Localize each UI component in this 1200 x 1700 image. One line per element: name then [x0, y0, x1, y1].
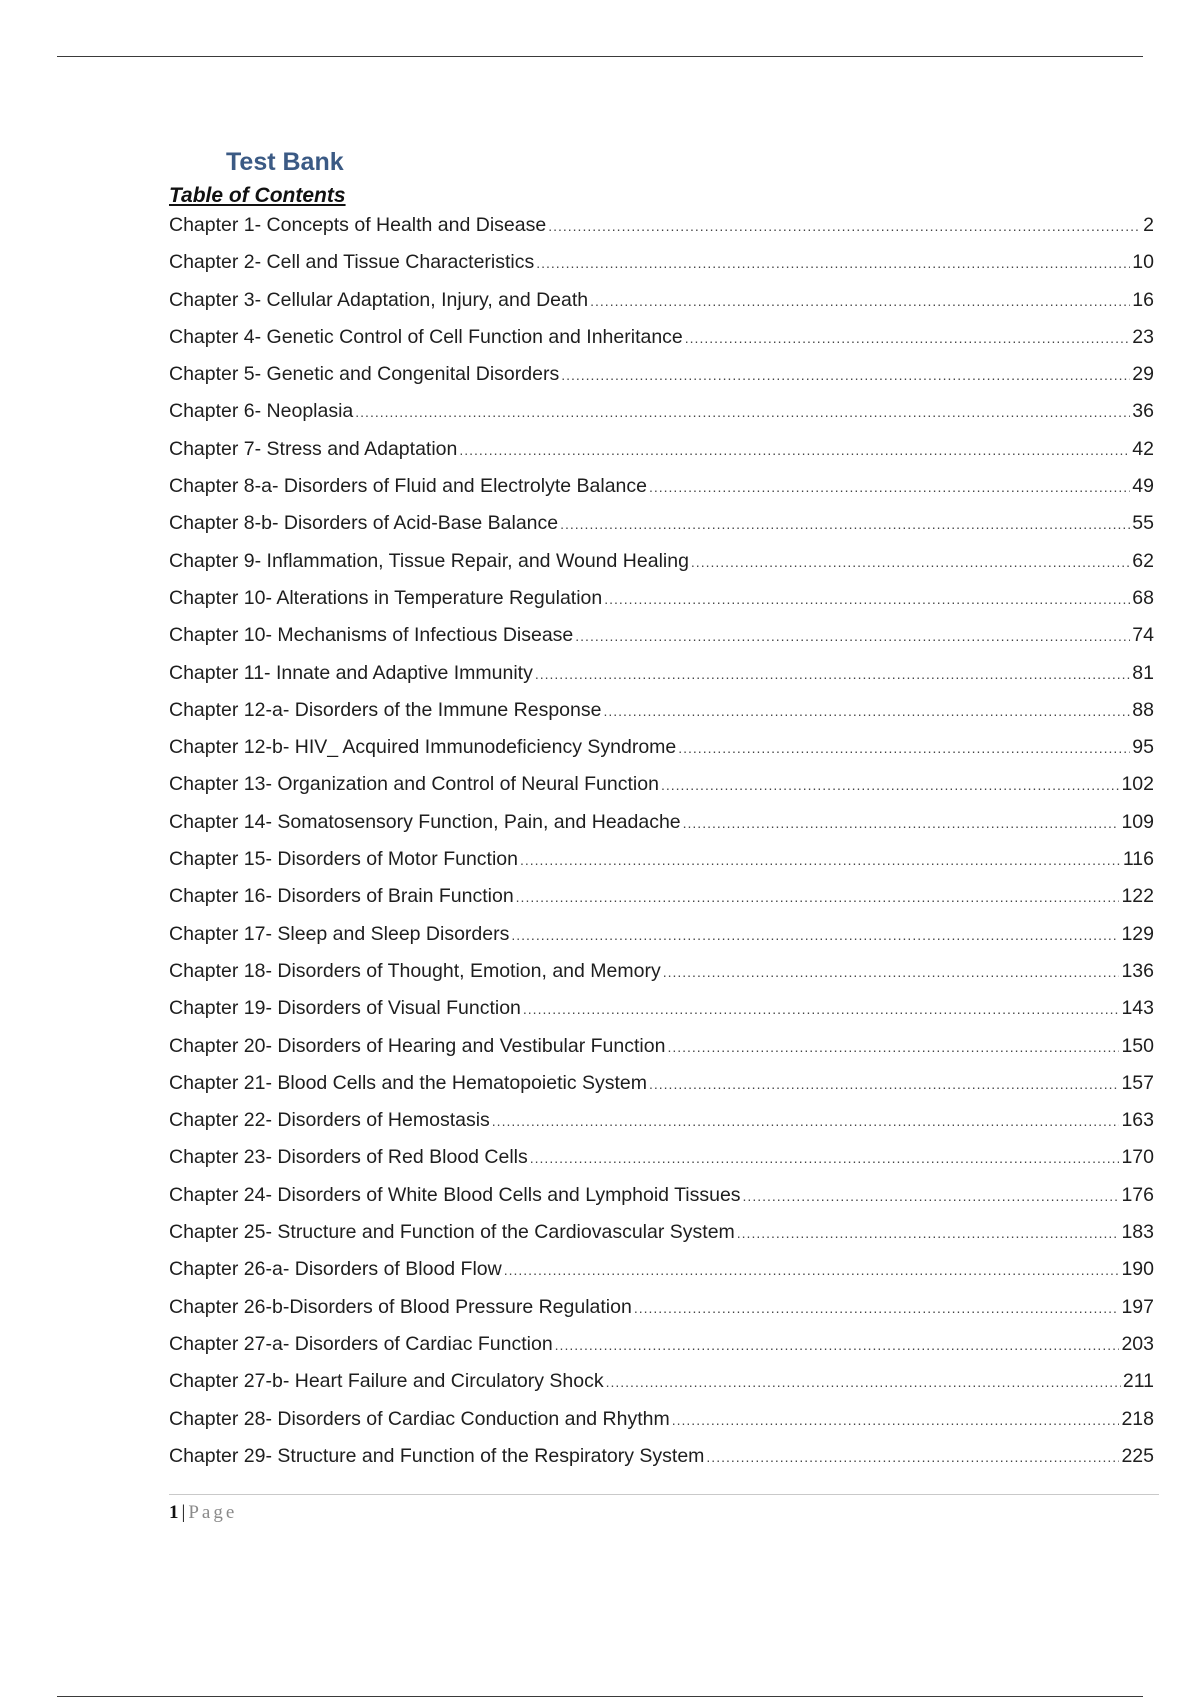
toc-entry[interactable] — [169, 468, 1154, 505]
dot-leader — [685, 320, 1131, 357]
dot-leader — [672, 1402, 1120, 1439]
toc-entry-page: 49 — [1132, 475, 1154, 498]
toc-entry-page: 29 — [1132, 363, 1154, 386]
dot-leader — [663, 954, 1120, 991]
toc-entry[interactable] — [169, 207, 1154, 244]
footer-rule — [169, 1494, 1159, 1495]
toc-entry-label: Chapter 7- Stress and Adaptation — [169, 437, 458, 460]
toc-entry-page: 150 — [1121, 1034, 1154, 1057]
dot-leader — [634, 1290, 1120, 1327]
document-title: Test Bank — [226, 148, 344, 176]
page-number: 1 — [169, 1502, 179, 1523]
toc-entry[interactable] — [169, 692, 1154, 729]
toc-entry-page: 176 — [1121, 1183, 1154, 1206]
toc-entry-page: 122 — [1121, 885, 1154, 908]
toc-entry-page: 129 — [1121, 922, 1154, 945]
toc-entry-label: Chapter 24- Disorders of White Blood Cells and Lymphoid Tissues — [169, 1183, 741, 1206]
toc-entry-page: 23 — [1132, 325, 1154, 348]
dot-leader — [667, 1029, 1119, 1066]
toc-entry-page: 157 — [1121, 1071, 1154, 1094]
toc-entry-label: Chapter 8-b- Disorders of Acid-Base Balance — [169, 512, 559, 535]
dot-leader — [661, 767, 1120, 804]
dot-leader — [492, 1103, 1120, 1140]
dot-leader — [520, 842, 1121, 879]
dot-leader — [548, 208, 1141, 245]
dot-leader — [649, 1066, 1119, 1103]
toc-entry-label: Chapter 4- Genetic Control of Cell Function and Inheritance — [169, 325, 683, 348]
toc-entry-label: Chapter 25- Structure and Function of the Cardiovascular System — [169, 1221, 735, 1244]
toc-heading: Table of Contents — [169, 184, 346, 207]
toc-entry[interactable] — [169, 431, 1154, 468]
toc-entry[interactable] — [169, 1363, 1154, 1400]
toc-entry[interactable] — [169, 916, 1154, 953]
page-footer — [169, 1500, 237, 1526]
toc-entry-label: Chapter 10- Alterations in Temperature Regulation — [169, 586, 603, 609]
toc-entry-page: 55 — [1132, 512, 1154, 535]
toc-entry-label: Chapter 11- Innate and Adaptive Immunity — [169, 661, 533, 684]
toc-entry-label: Chapter 10- Mechanisms of Infectious Disease — [169, 624, 574, 647]
toc-entry-page: 190 — [1121, 1258, 1154, 1281]
toc-entry-label: Chapter 12-b- HIV_ Acquired Immunodeficiency Syndrome — [169, 736, 677, 759]
toc-entry-page: 203 — [1121, 1332, 1154, 1355]
toc-entry-page: 68 — [1132, 586, 1154, 609]
dot-leader — [555, 1327, 1120, 1364]
dot-leader — [536, 245, 1130, 282]
toc-entry[interactable] — [169, 804, 1154, 841]
toc-entry-label: Chapter 3- Cellular Adaptation, Injury, and Death — [169, 288, 589, 311]
toc-entry-page: 2 — [1143, 214, 1154, 236]
dot-leader — [511, 917, 1119, 954]
dot-leader — [575, 618, 1130, 655]
dot-leader — [683, 805, 1120, 842]
toc-entry-label: Chapter 15- Disorders of Motor Function — [169, 848, 518, 871]
toc-entry-page: 88 — [1132, 698, 1154, 721]
toc-entry[interactable] — [169, 356, 1154, 393]
toc-entry-page: 218 — [1121, 1407, 1154, 1430]
toc-entry-label: Chapter 1- Concepts of Health and Disease — [169, 214, 547, 236]
bottom-rule — [57, 1696, 1143, 1697]
toc-entry-label: Chapter 27-a- Disorders of Cardiac Function — [169, 1332, 553, 1355]
dot-leader — [678, 730, 1130, 767]
toc-entry[interactable] — [169, 878, 1154, 915]
toc-entry[interactable] — [169, 505, 1154, 542]
toc-entry[interactable] — [169, 617, 1154, 654]
toc-entry-label: Chapter 20- Disorders of Hearing and Vestibular Function — [169, 1034, 666, 1057]
toc-entry-page: 183 — [1121, 1221, 1154, 1244]
toc-entry[interactable] — [169, 1401, 1154, 1438]
toc-entry[interactable] — [169, 580, 1154, 617]
toc-entry-page: 211 — [1122, 1370, 1154, 1393]
dot-leader — [523, 991, 1120, 1028]
toc-entry-label: Chapter 14- Somatosensory Function, Pain, and Headache — [169, 810, 681, 833]
toc-entry-label: Chapter 27-b- Heart Failure and Circulatory Shock — [169, 1370, 604, 1393]
footer-separator: | — [181, 1502, 186, 1523]
toc-entry-page: 225 — [1121, 1444, 1154, 1467]
toc-entry[interactable] — [169, 655, 1154, 692]
toc-entry-page: 136 — [1121, 959, 1154, 982]
toc-entry[interactable] — [169, 1028, 1154, 1065]
dot-leader — [649, 469, 1130, 506]
dot-leader — [737, 1215, 1120, 1252]
toc-entry-page: 36 — [1132, 400, 1154, 423]
toc-entry-page: 10 — [1132, 251, 1154, 274]
dot-leader — [355, 394, 1130, 431]
toc-entry-label: Chapter 26-b-Disorders of Blood Pressure Regulation — [169, 1295, 632, 1318]
toc-entry-page: 102 — [1121, 773, 1154, 796]
toc-entry-label: Chapter 2- Cell and Tissue Characteristics — [169, 251, 535, 274]
dot-leader — [504, 1252, 1120, 1289]
toc-entry[interactable] — [169, 1139, 1154, 1176]
toc-entry-label: Chapter 9- Inflammation, Tissue Repair, and Wound Healing — [169, 549, 689, 572]
toc-entry-page: 163 — [1121, 1109, 1154, 1132]
toc-entry[interactable] — [169, 1289, 1154, 1326]
toc-entry-page: 109 — [1121, 810, 1154, 833]
toc-entry[interactable] — [169, 729, 1154, 766]
dot-leader — [530, 1140, 1120, 1177]
toc-entry[interactable] — [169, 1177, 1154, 1214]
dot-leader — [459, 432, 1130, 469]
dot-leader — [561, 357, 1130, 394]
toc-entry[interactable] — [169, 990, 1154, 1027]
toc-entry[interactable] — [169, 319, 1154, 356]
toc-entry-page: 197 — [1121, 1295, 1154, 1318]
toc-entry-page: 42 — [1132, 437, 1154, 460]
toc-entry[interactable] — [169, 1214, 1154, 1251]
dot-leader — [560, 506, 1130, 543]
toc-entry-label: Chapter 19- Disorders of Visual Function — [169, 997, 521, 1020]
dot-leader — [743, 1178, 1120, 1215]
toc-entry-page: 16 — [1132, 288, 1154, 311]
toc-entry-label: Chapter 21- Blood Cells and the Hematopoietic System — [169, 1071, 647, 1094]
dot-leader — [516, 879, 1120, 916]
toc-entry-label: Chapter 28- Disorders of Cardiac Conduction and Rhythm — [169, 1407, 670, 1430]
header-rule — [57, 56, 1143, 57]
toc-entry-page: 81 — [1132, 661, 1154, 684]
toc-entry-label: Chapter 29- Structure and Function of the Respiratory System — [169, 1444, 705, 1467]
toc-entry-label: Chapter 5- Genetic and Congenital Disorders — [169, 363, 560, 386]
toc-entry-label: Chapter 13- Organization and Control of Neural Function — [169, 773, 659, 796]
toc-entry[interactable] — [169, 282, 1154, 319]
toc-entry[interactable] — [169, 1065, 1154, 1102]
toc-entry-page: 62 — [1132, 549, 1154, 572]
toc-entry-label: Chapter 8-a- Disorders of Fluid and Electrolyte Balance — [169, 475, 647, 498]
toc-entry-label: Chapter 6- Neoplasia — [169, 400, 354, 423]
toc-entry[interactable] — [169, 1438, 1154, 1475]
dot-leader — [691, 544, 1130, 581]
toc-entry-label: Chapter 12-a- Disorders of the Immune Response — [169, 698, 602, 721]
table-of-contents — [169, 207, 1154, 1475]
toc-entry-page: 170 — [1121, 1146, 1154, 1169]
toc-entry[interactable] — [169, 393, 1154, 430]
toc-entry[interactable] — [169, 543, 1154, 580]
toc-entry-label: Chapter 22- Disorders of Hemostasis — [169, 1109, 490, 1132]
dot-leader — [535, 656, 1130, 693]
toc-entry-page: 143 — [1121, 997, 1154, 1020]
dot-leader — [706, 1439, 1119, 1476]
toc-entry[interactable] — [169, 1326, 1154, 1363]
toc-entry-label: Chapter 26-a- Disorders of Blood Flow — [169, 1258, 502, 1281]
toc-entry-page: 95 — [1132, 736, 1154, 759]
dot-leader — [590, 283, 1130, 320]
toc-entry-label: Chapter 18- Disorders of Thought, Emotion, and Memory — [169, 959, 661, 982]
toc-entry[interactable] — [169, 953, 1154, 990]
toc-entry[interactable] — [169, 244, 1154, 281]
dot-leader — [606, 1364, 1121, 1401]
toc-entry[interactable] — [169, 766, 1154, 803]
toc-entry[interactable] — [169, 841, 1154, 878]
page-word: Page — [188, 1502, 238, 1523]
toc-entry[interactable] — [169, 1251, 1154, 1288]
toc-entry-label: Chapter 17- Sleep and Sleep Disorders — [169, 922, 510, 945]
toc-entry[interactable] — [169, 1102, 1154, 1139]
toc-entry-page: 116 — [1122, 848, 1154, 871]
toc-entry-label: Chapter 16- Disorders of Brain Function — [169, 885, 514, 908]
toc-entry-label: Chapter 23- Disorders of Red Blood Cells — [169, 1146, 528, 1169]
dot-leader — [604, 581, 1130, 618]
dot-leader — [603, 693, 1130, 730]
toc-entry-page: 74 — [1132, 624, 1154, 647]
